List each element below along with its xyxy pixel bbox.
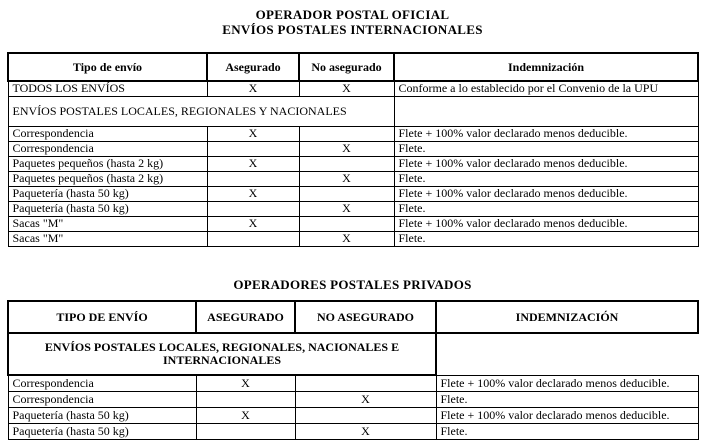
cell-type: Paquetería (hasta 50 kg) (8, 423, 196, 439)
cell-not-insured: X (295, 423, 436, 439)
table-row (8, 201, 698, 216)
table-header-row (8, 53, 698, 81)
header-compensation: INDEMNIZACIÓN (436, 301, 698, 333)
table-row (8, 141, 698, 156)
cell-not-insured (295, 375, 436, 391)
cell-not-insured: X (295, 391, 436, 407)
cell-compensation: Flete. (394, 201, 698, 216)
cell-insured (207, 201, 299, 216)
private-operators-title: OPERADORES POSTALES PRIVADOS (233, 277, 472, 292)
subsection-blank (394, 96, 698, 126)
cell-type: Sacas "M" (8, 231, 207, 246)
cell-insured (196, 391, 295, 407)
subsection-label: ENVÍOS POSTALES LOCALES, REGIONALES Y NACIONALES (8, 96, 394, 126)
cell-compensation: Flete + 100% valor declarado menos deducible. (394, 126, 698, 141)
cell-not-insured (299, 186, 394, 201)
cell-insured: X (207, 81, 299, 96)
cell-compensation: Flete + 100% valor declarado menos deducible. (394, 216, 698, 231)
table-row (8, 391, 698, 407)
header-shipment-type: Tipo de envío (8, 53, 207, 81)
header-insured: ASEGURADO (196, 301, 295, 333)
official-operator-title: OPERADOR POSTAL OFICIAL (255, 7, 450, 22)
cell-insured: X (196, 407, 295, 423)
cell-compensation: Flete + 100% valor declarado menos deducible. (436, 375, 698, 391)
header-not-insured: NO ASEGURADO (295, 301, 436, 333)
cell-insured (207, 171, 299, 186)
subsection-row (8, 333, 698, 375)
header-compensation: Indemnización (394, 53, 698, 81)
cell-not-insured (299, 216, 394, 231)
cell-type: Correspondencia (8, 141, 207, 156)
table-row (8, 216, 698, 231)
cell-type: Paquetes pequeños (hasta 2 kg) (8, 156, 207, 171)
cell-not-insured (299, 126, 394, 141)
cell-insured (196, 423, 295, 439)
header-shipment-type: TIPO DE ENVÍO (8, 301, 196, 333)
cell-type: Paquetería (hasta 50 kg) (8, 201, 207, 216)
cell-compensation: Flete + 100% valor declarado menos deducible. (394, 156, 698, 171)
cell-compensation: Flete + 100% valor declarado menos deducible. (436, 407, 698, 423)
cell-type: Paquetes pequeños (hasta 2 kg) (8, 171, 207, 186)
cell-not-insured (295, 407, 436, 423)
cell-not-insured (299, 156, 394, 171)
table-header-row (8, 301, 698, 333)
cell-compensation: Flete. (436, 391, 698, 407)
cell-insured: X (196, 375, 295, 391)
cell-not-insured: X (299, 201, 394, 216)
cell-type: Paquetería (hasta 50 kg) (8, 407, 196, 423)
cell-type: Correspondencia (8, 391, 196, 407)
table-row (8, 126, 698, 141)
cell-type: Correspondencia (8, 375, 196, 391)
official-operator-table (7, 52, 699, 247)
cell-compensation: Flete. (394, 171, 698, 186)
cell-compensation: Flete. (394, 231, 698, 246)
cell-type: Paquetería (hasta 50 kg) (8, 186, 207, 201)
table-row (8, 407, 698, 423)
cell-type: Sacas "M" (8, 216, 207, 231)
cell-compensation: Conforme a lo establecido por el Convenio de la UPU (394, 81, 698, 96)
table-row (8, 375, 698, 391)
cell-compensation: Flete + 100% valor declarado menos deducible. (394, 186, 698, 201)
cell-not-insured: X (299, 231, 394, 246)
cell-insured: X (207, 126, 299, 141)
table-row (8, 171, 698, 186)
cell-insured (207, 231, 299, 246)
table-row (8, 231, 698, 246)
cell-type: TODOS LOS ENVÍOS (8, 81, 207, 96)
private-operators-table (7, 300, 699, 440)
cell-insured: X (207, 156, 299, 171)
cell-compensation: Flete. (394, 141, 698, 156)
cell-insured: X (207, 186, 299, 201)
cell-insured (207, 141, 299, 156)
subsection-label: ENVÍOS POSTALES LOCALES, REGIONALES, NACIONALES E INTERNACIONALES (8, 333, 436, 375)
subsection-blank (436, 333, 698, 375)
table-row-all-shipments (8, 81, 698, 96)
header-not-insured: No asegurado (299, 53, 394, 81)
subsection-row (8, 96, 698, 126)
international-shipments-title: ENVÍOS POSTALES INTERNACIONALES (222, 22, 483, 37)
cell-insured: X (207, 216, 299, 231)
cell-not-insured: X (299, 81, 394, 96)
cell-type: Correspondencia (8, 126, 207, 141)
header-insured: Asegurado (207, 53, 299, 81)
cell-not-insured: X (299, 141, 394, 156)
table-row (8, 186, 698, 201)
cell-not-insured: X (299, 171, 394, 186)
table-row (8, 156, 698, 171)
table-row (8, 423, 698, 439)
cell-compensation: Flete. (436, 423, 698, 439)
